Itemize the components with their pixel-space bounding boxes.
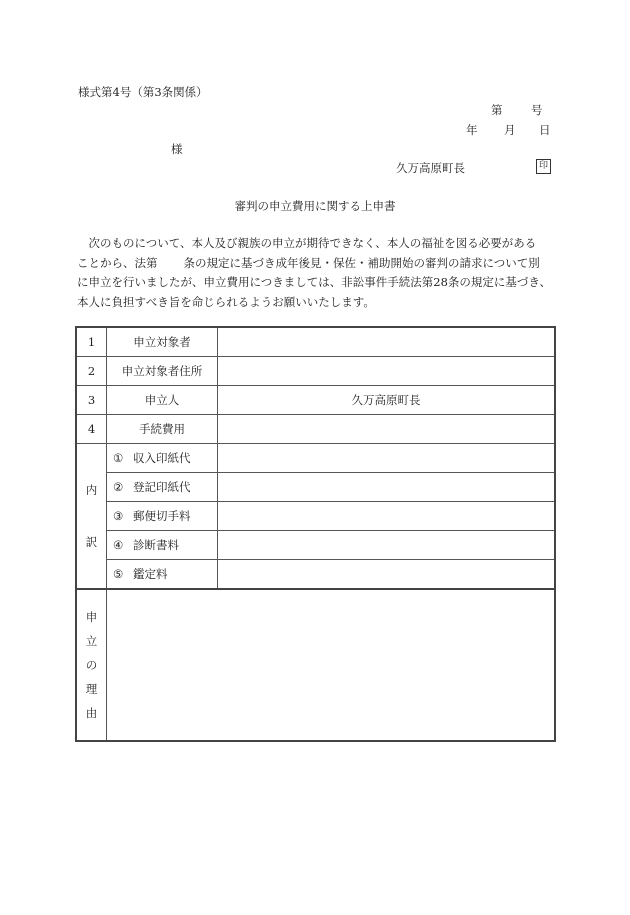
body-line: 次のものについて、本人及び親族の申立が期待できなく、本人の福祉を図る必要がある: [77, 236, 537, 250]
table-row: [76, 357, 555, 386]
breakdown-row: [76, 473, 555, 502]
reason-label-char: 理: [85, 682, 98, 696]
reason-label-char: の: [85, 658, 98, 672]
row-number: 3: [76, 386, 107, 415]
table-row: [76, 415, 555, 444]
date-month: 月: [504, 123, 516, 137]
addressee: 様: [171, 142, 183, 156]
breakdown-value: [218, 560, 556, 590]
document-title: 審判の申立費用に関する上申書: [234, 199, 396, 213]
row-number: 2: [76, 357, 107, 386]
breakdown-value: [218, 502, 556, 531]
breakdown-item: ⑤ 鑑定料: [107, 560, 218, 590]
body-line: 本人に負担すべき旨を命じられるようお願いいたします。: [77, 294, 375, 309]
reason-label-char: 申: [85, 610, 98, 624]
reason-content: [107, 589, 556, 741]
row-label: 申立人: [107, 386, 218, 415]
breakdown-value: [218, 444, 556, 473]
row-number: 4: [76, 415, 107, 444]
breakdown-row: [76, 531, 555, 560]
breakdown-label-char: 内: [85, 483, 98, 497]
body-line: [77, 254, 562, 274]
row-value: [218, 357, 556, 386]
table-row: [76, 327, 555, 357]
body-line-part: ことから、法第: [77, 255, 158, 270]
date-day: 日: [539, 123, 551, 137]
breakdown-label-char: 訳: [85, 535, 98, 549]
breakdown-item: ③ 郵便切手料: [107, 502, 218, 531]
breakdown-label: [76, 444, 107, 590]
breakdown-item: ④ 診断書料: [107, 531, 218, 560]
reason-label-char: 由: [85, 706, 98, 720]
date-year: 年: [466, 123, 478, 137]
row-value: [218, 327, 556, 357]
document-number-suffix: 号: [531, 103, 543, 117]
document-number-prefix: 第: [491, 103, 503, 117]
breakdown-value: [218, 531, 556, 560]
row-number: 1: [76, 327, 107, 357]
reason-row: [76, 589, 555, 741]
body-line: に申立を行いましたが、申立費用につきましては、非訟事件手続法第28条の規定に基づき、: [77, 275, 551, 290]
row-label: 申立対象者: [107, 327, 218, 357]
table-row: [76, 386, 555, 415]
breakdown-row: [76, 560, 555, 590]
breakdown-row: [76, 502, 555, 531]
row-label: 手続費用: [107, 415, 218, 444]
form-identifier: 様式第4号（第3条関係）: [78, 85, 208, 99]
breakdown-value: [218, 473, 556, 502]
seal-mark: 印: [536, 159, 551, 174]
body-line-part: 条の規定に基づき成年後見・保佐・補助開始の審判の請求について別: [183, 255, 540, 270]
breakdown-item: ② 登記印紙代: [107, 473, 218, 502]
reason-label: [76, 589, 107, 741]
body-paragraph: [77, 234, 562, 312]
breakdown-item: ① 収入印紙代: [107, 444, 218, 473]
row-value: [218, 415, 556, 444]
row-value: 久万高原町長: [218, 386, 556, 415]
reason-label-char: 立: [85, 634, 98, 648]
issuer-name: 久万高原町長: [396, 161, 465, 175]
row-label: 申立対象者住所: [107, 357, 218, 386]
application-table: [75, 326, 556, 742]
breakdown-row: [76, 444, 555, 473]
